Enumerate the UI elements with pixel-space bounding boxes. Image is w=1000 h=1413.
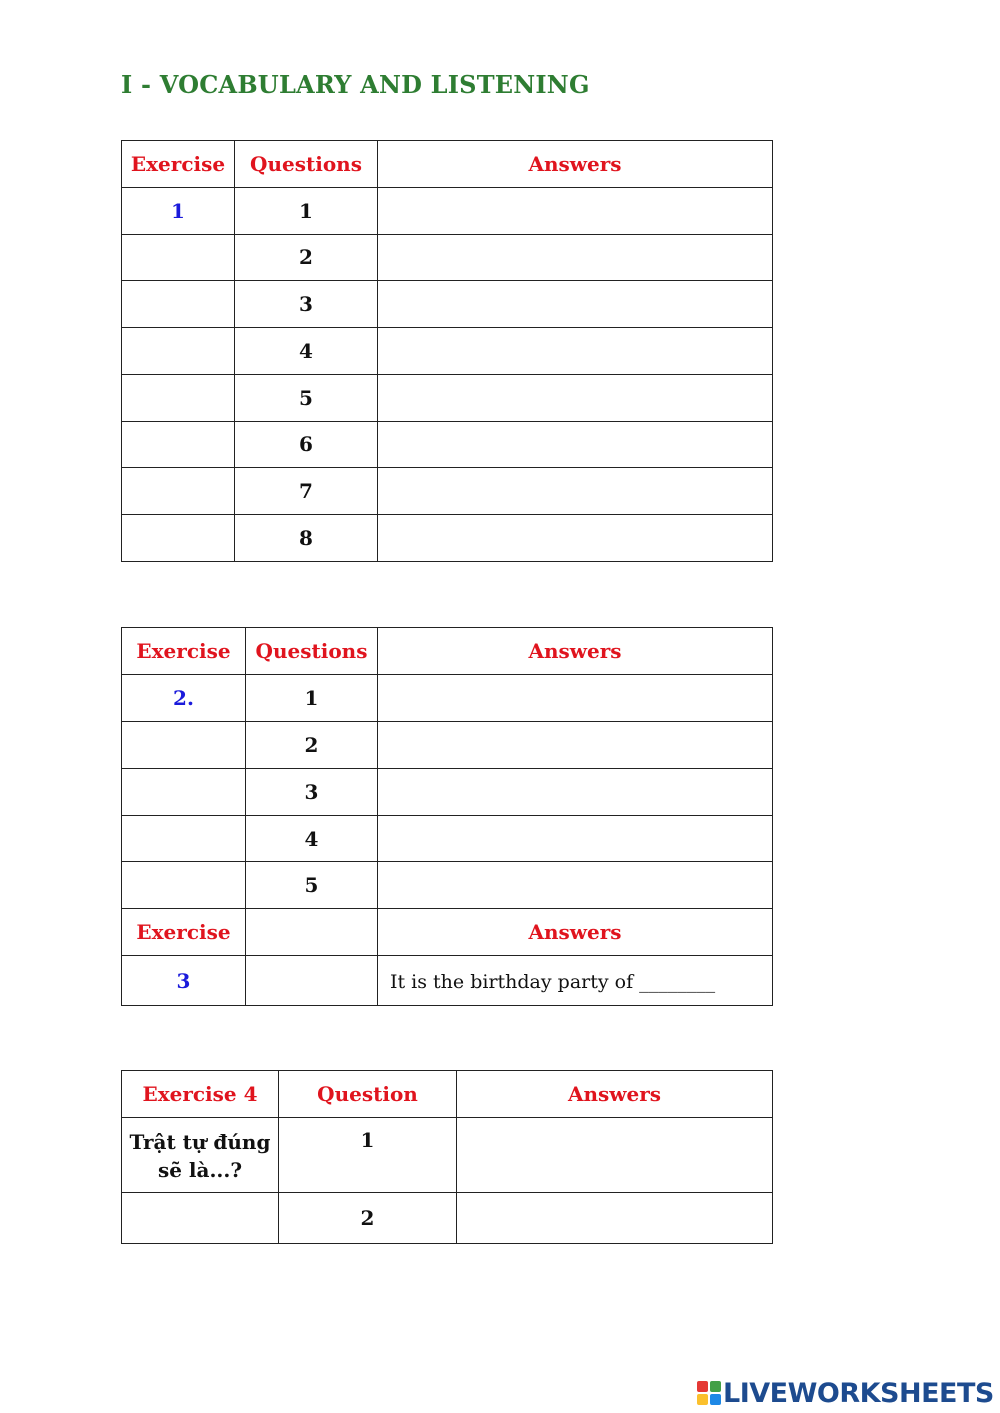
table-header-row — [122, 1071, 773, 1118]
table-subheader-row — [122, 909, 773, 956]
logo-squares-icon — [697, 1381, 721, 1405]
liveworksheets-logo — [697, 1378, 994, 1408]
logo-square-l — [697, 1381, 708, 1392]
answer-cell — [378, 281, 773, 328]
exercise-header: Exercise 4 — [122, 1071, 279, 1118]
exercise-cell — [122, 328, 235, 375]
answer-input[interactable] — [378, 527, 772, 549]
table-row — [122, 421, 773, 468]
question-number: 1 — [279, 1118, 457, 1193]
answer-input[interactable] — [378, 246, 772, 268]
question-number: 5 — [235, 374, 378, 421]
answers-header: Answers — [378, 141, 773, 188]
exercise-cell — [122, 721, 246, 768]
answer-input[interactable] — [378, 340, 772, 362]
order-prompt-line2: sẽ là...? — [157, 1158, 243, 1182]
answer-cell — [378, 187, 773, 234]
table-row — [122, 674, 773, 721]
logo-square-v — [697, 1394, 708, 1405]
answer-input[interactable] — [378, 433, 772, 455]
question-number: 1 — [235, 187, 378, 234]
table-header-row — [122, 628, 773, 675]
exercise-cell — [122, 374, 235, 421]
prompt-cell — [378, 956, 773, 1006]
answer-cell — [378, 815, 773, 862]
question-number: 8 — [235, 515, 378, 562]
exercise-header: Exercise — [122, 141, 235, 188]
table-row — [122, 721, 773, 768]
birthday-prompt: It is the birthday party of ________ — [390, 970, 716, 993]
answer-cell — [378, 862, 773, 909]
exercise-cell — [122, 281, 235, 328]
question-number: 7 — [235, 468, 378, 515]
question-header: Question — [279, 1071, 457, 1118]
question-number: 2 — [235, 234, 378, 281]
exercise-2-3-table — [121, 627, 773, 1006]
answer-input[interactable] — [378, 480, 772, 502]
question-number: 4 — [246, 815, 378, 862]
question-number: 1 — [246, 674, 378, 721]
table-row — [122, 1118, 773, 1193]
table-row — [122, 328, 773, 375]
exercise-cell — [122, 468, 235, 515]
answer-input[interactable] — [378, 734, 772, 756]
section-heading: I - VOCABULARY AND LISTENING — [121, 70, 590, 99]
answer-cell — [378, 674, 773, 721]
question-number: 6 — [235, 421, 378, 468]
answer-input[interactable] — [457, 1207, 772, 1229]
answer-cell — [378, 234, 773, 281]
table-row — [122, 1193, 773, 1244]
table-row — [122, 468, 773, 515]
question-number: 4 — [235, 328, 378, 375]
exercise-cell — [122, 1193, 279, 1244]
exercise-cell — [122, 234, 235, 281]
exercise-number: 2. — [122, 674, 246, 721]
table-header-row — [122, 141, 773, 188]
exercise-header: Exercise — [122, 909, 246, 956]
exercise-cell — [122, 421, 235, 468]
answer-cell — [457, 1193, 773, 1244]
exercise-1-table — [121, 140, 773, 562]
answer-cell — [378, 515, 773, 562]
answer-input[interactable] — [378, 874, 772, 896]
logo-text: LIVEWORKSHEETS — [723, 1377, 994, 1409]
answer-input[interactable] — [378, 200, 772, 222]
logo-square-i — [710, 1381, 721, 1392]
logo-square-e — [710, 1394, 721, 1405]
answer-cell — [457, 1118, 773, 1193]
questions-header: Questions — [246, 628, 378, 675]
table-row — [122, 234, 773, 281]
table-row — [122, 815, 773, 862]
order-prompt-line1: Trật tự đúng — [129, 1130, 271, 1154]
answer-cell — [378, 328, 773, 375]
exercise-header: Exercise — [122, 628, 246, 675]
answer-input[interactable] — [378, 293, 772, 315]
table-row — [122, 374, 773, 421]
table-row — [122, 515, 773, 562]
questions-header: Questions — [235, 141, 378, 188]
exercise-cell — [122, 862, 246, 909]
answers-header: Answers — [378, 909, 773, 956]
answer-input[interactable] — [378, 387, 772, 409]
table-row — [122, 768, 773, 815]
exercise-cell — [122, 515, 235, 562]
exercise-cell — [122, 815, 246, 862]
answers-header: Answers — [457, 1071, 773, 1118]
answer-cell — [378, 468, 773, 515]
answer-cell — [378, 374, 773, 421]
answer-input[interactable] — [457, 1144, 772, 1166]
empty-header — [246, 909, 378, 956]
answer-input[interactable] — [378, 828, 772, 850]
question-number: 2 — [246, 721, 378, 768]
answer-cell — [378, 768, 773, 815]
table-row — [122, 956, 773, 1006]
question-number: 3 — [235, 281, 378, 328]
question-number: 3 — [246, 768, 378, 815]
table-row — [122, 862, 773, 909]
exercise-number: 3 — [122, 956, 246, 1006]
question-number: 2 — [279, 1193, 457, 1244]
answer-cell — [378, 721, 773, 768]
answer-cell — [378, 421, 773, 468]
exercise-number: 1 — [122, 187, 235, 234]
exercise-4-table — [121, 1070, 773, 1244]
table-row — [122, 187, 773, 234]
answers-header: Answers — [378, 628, 773, 675]
order-prompt — [122, 1118, 279, 1193]
table-row — [122, 281, 773, 328]
empty-cell — [246, 956, 378, 1006]
answer-input[interactable] — [378, 687, 772, 709]
answer-input[interactable] — [378, 781, 772, 803]
question-number: 5 — [246, 862, 378, 909]
exercise-cell — [122, 768, 246, 815]
